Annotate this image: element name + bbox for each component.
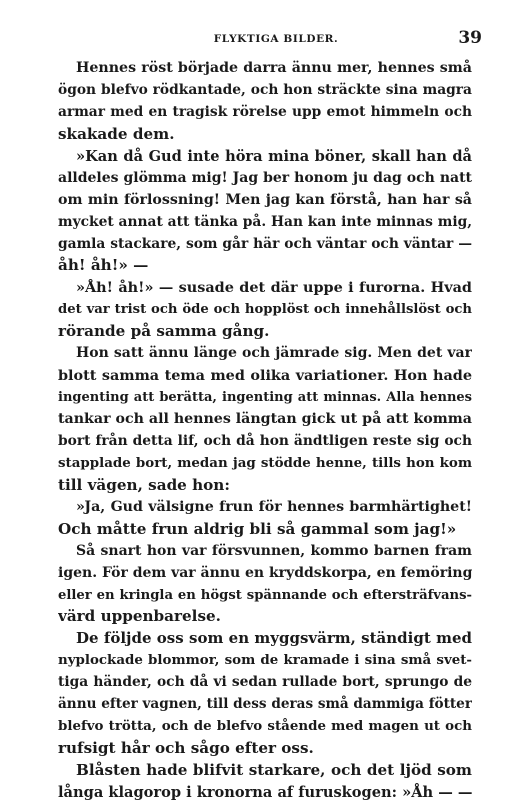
text-line: Så snart hon var försvunnen, kommo barnen fram — [76, 542, 472, 559]
text-line: rufsigt hår och sågo efter oss. — [58, 739, 314, 758]
text-line: igen. För dem var ännu en kryddskorpa, en femöring — [58, 564, 472, 581]
text-line: åh! åh!» — — [58, 256, 149, 275]
text-line: ännu efter vagnen, till dess deras små dammiga fötter — [58, 696, 472, 713]
text-line: rörande på samma gång. — [58, 322, 270, 341]
text-line: tankar och all hennes längtan gick ut på att komma — [58, 411, 472, 427]
text-line: bort från detta lif, och då hon ändtligen reste sig och — [58, 432, 472, 449]
text-line: till vägen, sade hon: — [58, 475, 230, 494]
text-line: ingenting att berätta, ingenting att minnas. Alla hennes — [58, 390, 472, 406]
text-line: »Åh! åh!» — susade det där uppe i furorna. Hvad — [76, 279, 472, 297]
text-line: Blåsten hade blifvit starkare, och det ljöd som — [76, 761, 472, 779]
running-title: FLYKTIGA BILDER. — [213, 33, 339, 45]
text-line: ögon blefvo rödkantade, och hon sträckte sina magra — [58, 81, 472, 98]
text-line: nyplockade blommor, som de kramade i sina små svet- — [58, 652, 472, 669]
text-line: skakade dem. — [58, 124, 175, 143]
text-line: De följde oss som en myggsvärm, ständigt med — [76, 629, 472, 648]
text-line: alldeles glömma mig! Jag ber honom ju dag och natt — [58, 169, 472, 186]
text-line: blott samma tema med olika variationer. Hon hade — [58, 367, 472, 385]
text-line: Hon satt ännu länge och jämrade sig. Men det var — [76, 345, 472, 362]
text-line: stapplade bort, medan jag stödde henne, tills hon kom — [58, 454, 472, 471]
text-line: mycket annat att tänka på. Han kan inte minnas mig, — [58, 213, 472, 230]
text-line: om min förlossning! Men jag kan förstå, han har så — [58, 191, 472, 208]
text-line: eller en kringla en högst spännande och eftersträfvans- — [58, 587, 472, 603]
text-line: långa klagorop i kronorna af furuskogen: »Åh — — — [58, 783, 472, 801]
page-header — [60, 30, 492, 50]
text-line: tiga händer, och då vi sedan rullade bort, sprungo de — [58, 674, 472, 691]
text-line: »Ja, Gud välsigne frun för hennes barmhärtighet! — [76, 498, 472, 515]
text-line: blefvo trötta, och de blefvo stående med magen ut och — [58, 718, 472, 735]
page-number: 39 — [458, 28, 482, 48]
text-line: värd uppenbarelse. — [58, 607, 221, 626]
text-line: »Kan då Gud inte höra mina böner, skall han då — [76, 147, 472, 165]
text-line: Hennes röst började darra ännu mer, hennes små — [76, 60, 472, 76]
text-line: Och måtte frun aldrig bli så gammal som jag!» — [58, 519, 457, 538]
text-line: gamla stackare, som går här och väntar och väntar — — [58, 235, 472, 252]
text-line: det var trist och öde och hopplöst och innehållslöst och — [58, 302, 472, 318]
text-line: armar med en tragisk rörelse upp emot himmeln och — [58, 103, 472, 120]
body-text — [58, 58, 472, 804]
